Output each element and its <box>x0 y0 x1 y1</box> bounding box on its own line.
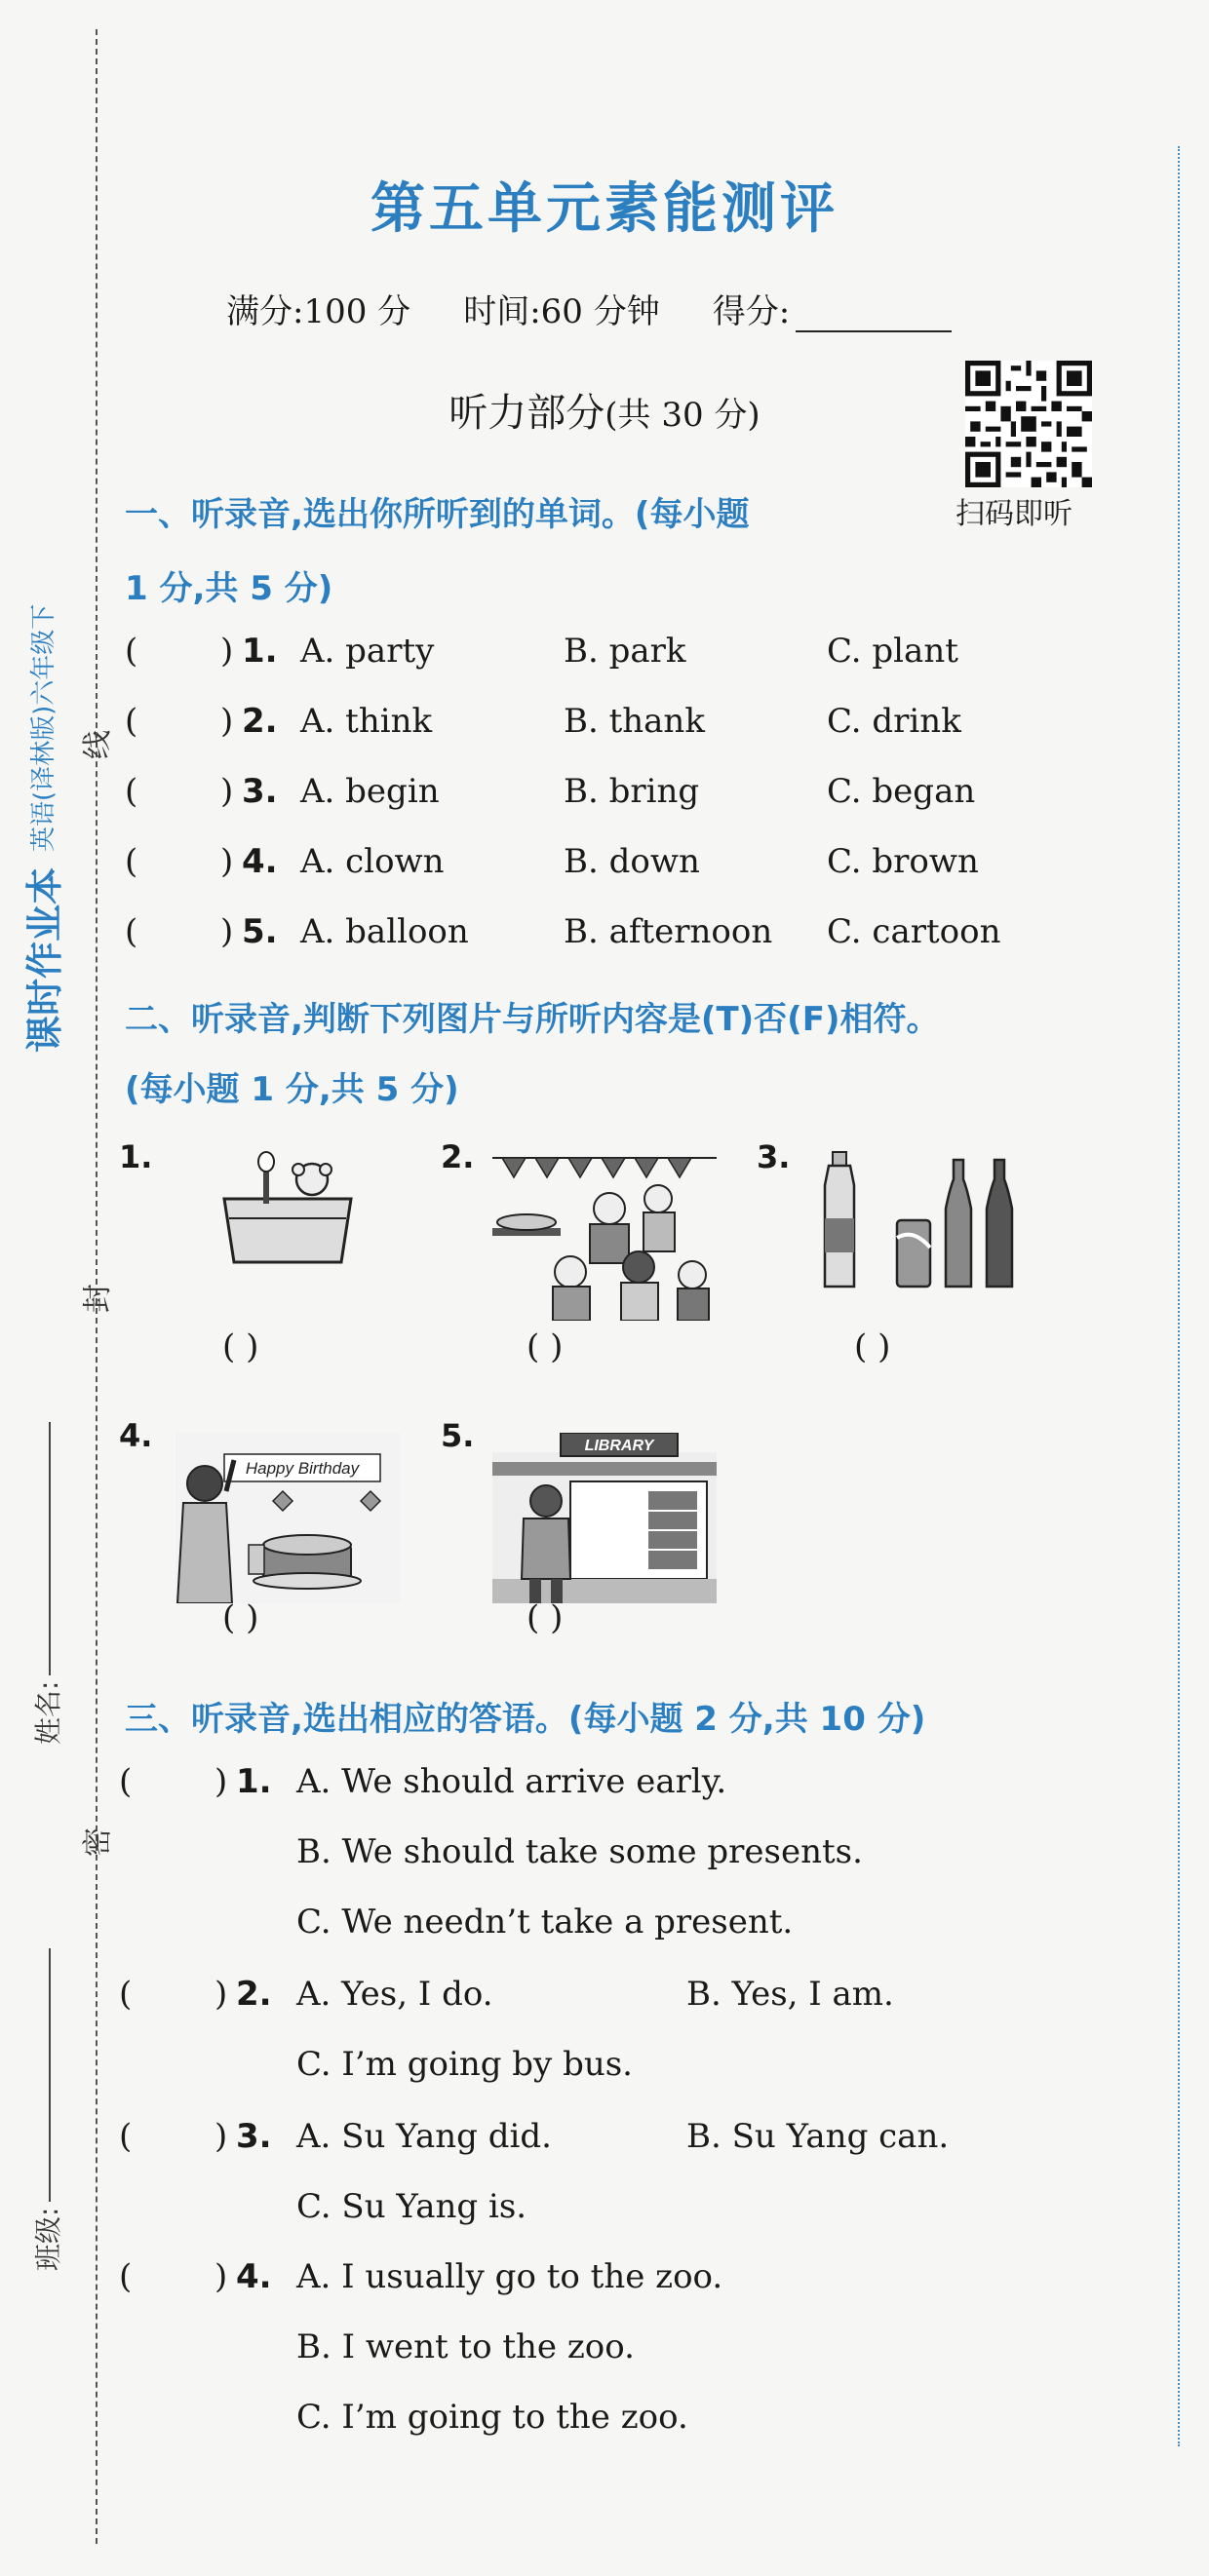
section2-title-line2: (每小题 1 分,共 5 分) <box>125 1070 459 1109</box>
option-c[interactable]: C. plant <box>827 632 958 671</box>
birthday-picture <box>176 1433 400 1603</box>
section3-title: 三、听录音,选出相应的答语。(每小题 2 分,共 10 分) <box>125 1700 926 1739</box>
time-limit: 时间:60 分钟 <box>463 292 660 331</box>
answer-paren-open[interactable]: ( <box>119 2257 133 2296</box>
picture-2-number: 2. <box>441 1138 475 1175</box>
answer-paren-close: ) <box>220 702 234 741</box>
option-c[interactable]: C. cartoon <box>827 912 1001 951</box>
answer-paren-open[interactable]: ( <box>125 772 138 811</box>
girl-in-basket-picture <box>214 1150 361 1277</box>
picture-1-answer[interactable]: ( ) <box>222 1327 259 1366</box>
name-label: 姓名: <box>32 1680 64 1745</box>
listening-title: 听力部分 <box>448 391 605 436</box>
answer-paren-close: ) <box>220 842 234 881</box>
option-b[interactable]: B. I went to the zoo. <box>296 2327 635 2366</box>
item-number: 3. <box>242 772 278 811</box>
section3-question-1 <box>119 1762 1143 1811</box>
answer-paren-open[interactable]: ( <box>119 1975 133 2014</box>
section2-title-line1: 二、听录音,判断下列图片与所听内容是(T)否(F)相符。 <box>125 1000 940 1039</box>
option-b[interactable]: B. thank <box>564 702 705 741</box>
full-score: 满分:100 分 <box>226 292 411 331</box>
qr-caption: 扫码即听 <box>956 497 1072 531</box>
drinks-picture <box>819 1150 1024 1296</box>
answer-paren-open[interactable]: ( <box>125 632 138 671</box>
binding-mark-line: 线 <box>81 730 115 759</box>
answer-paren-close: ) <box>220 912 234 951</box>
option-a[interactable]: A. balloon <box>300 912 469 951</box>
brand-subtitle: 英语(译林版)六年级下 <box>28 603 58 852</box>
option-a[interactable]: A. Su Yang did. <box>296 2117 552 2156</box>
score-label: 得分: <box>712 292 791 331</box>
listening-points: (共 30 分) <box>604 396 760 435</box>
option-a[interactable]: A. think <box>300 702 433 741</box>
option-b[interactable]: B. afternoon <box>564 912 773 951</box>
score-blank[interactable] <box>796 330 952 332</box>
question-number: 4. <box>236 2257 272 2296</box>
option-a[interactable]: A. party <box>300 632 435 671</box>
binding-mark-seal: 封 <box>81 1284 115 1313</box>
question-number: 2. <box>236 1975 272 2014</box>
picture-4-number: 4. <box>119 1417 153 1454</box>
option-a[interactable]: A. We should arrive early. <box>296 1762 727 1801</box>
answer-paren-close: ) <box>220 772 234 811</box>
answer-paren-open[interactable]: ( <box>125 912 138 951</box>
party-picture <box>492 1150 717 1321</box>
qr-code-icon[interactable] <box>965 361 1092 487</box>
option-a[interactable]: A. begin <box>300 772 440 811</box>
answer-paren-close: ) <box>214 2257 228 2296</box>
class-field[interactable] <box>27 1948 66 2271</box>
option-b[interactable]: B. We should take some presents. <box>296 1832 863 1871</box>
picture-3-answer[interactable]: ( ) <box>854 1327 891 1366</box>
birthday-banner-text: Happy Birthday <box>245 1459 360 1478</box>
library-sign-text: LIBRARY <box>584 1438 654 1454</box>
picture-4-answer[interactable]: ( ) <box>222 1598 259 1637</box>
option-c[interactable]: C. began <box>827 772 976 811</box>
page-title: 第五单元素能测评 <box>370 177 838 241</box>
side-brand <box>14 429 68 1053</box>
option-b[interactable]: B. Su Yang can. <box>686 2117 950 2156</box>
question-number: 1. <box>236 1762 272 1801</box>
option-a[interactable]: A. Yes, I do. <box>296 1975 493 2014</box>
class-label: 班级: <box>32 2207 64 2271</box>
picture-5-number: 5. <box>441 1417 475 1454</box>
section3-question-3 <box>119 2117 1143 2166</box>
answer-paren-close: ) <box>214 2117 228 2156</box>
option-c[interactable]: C. I’m going to the zoo. <box>296 2398 688 2437</box>
option-c[interactable]: C. brown <box>827 842 979 881</box>
brand-title: 课时作业本 <box>22 866 66 1053</box>
picture-1-number: 1. <box>119 1138 153 1175</box>
option-c[interactable]: C. We needn’t take a present. <box>296 1903 794 1942</box>
answer-paren-open[interactable]: ( <box>119 2117 133 2156</box>
picture-2-answer[interactable]: ( ) <box>526 1327 564 1366</box>
picture-5-answer[interactable]: ( ) <box>526 1598 564 1637</box>
option-c[interactable]: C. I’m going by bus. <box>296 2045 633 2084</box>
answer-paren-open[interactable]: ( <box>125 702 138 741</box>
item-number: 5. <box>242 912 278 951</box>
answer-paren-open[interactable]: ( <box>119 1762 133 1801</box>
option-b[interactable]: B. park <box>564 632 686 671</box>
section3-question-2 <box>119 1975 1143 2023</box>
option-c[interactable]: C. drink <box>827 702 961 741</box>
answer-paren-close: ) <box>214 1975 228 2014</box>
item-number: 4. <box>242 842 278 881</box>
name-field[interactable] <box>27 1422 66 1745</box>
section1-title-line2: 1 分,共 5 分) <box>125 569 333 608</box>
option-c[interactable]: C. Su Yang is. <box>296 2187 527 2226</box>
binding-mark-dense: 密 <box>81 1827 115 1857</box>
option-a[interactable]: A. clown <box>300 842 445 881</box>
right-dotted-line <box>1178 146 1180 2446</box>
option-b[interactable]: B. Yes, I am. <box>686 1975 894 2014</box>
option-b[interactable]: B. down <box>564 842 700 881</box>
picture-3-number: 3. <box>757 1138 791 1175</box>
answer-paren-close: ) <box>214 1762 228 1801</box>
section1-title-line1: 一、听录音,选出你所听到的单词。(每小题 <box>125 495 750 534</box>
item-number: 1. <box>242 632 278 671</box>
option-b[interactable]: B. bring <box>564 772 700 811</box>
item-number: 2. <box>242 702 278 741</box>
answer-paren-open[interactable]: ( <box>125 842 138 881</box>
library-picture <box>492 1433 717 1603</box>
section3-question-4 <box>119 2257 1143 2306</box>
answer-paren-close: ) <box>220 632 234 671</box>
option-a[interactable]: A. I usually go to the zoo. <box>296 2257 723 2296</box>
score-line <box>226 285 952 332</box>
question-number: 3. <box>236 2117 272 2156</box>
